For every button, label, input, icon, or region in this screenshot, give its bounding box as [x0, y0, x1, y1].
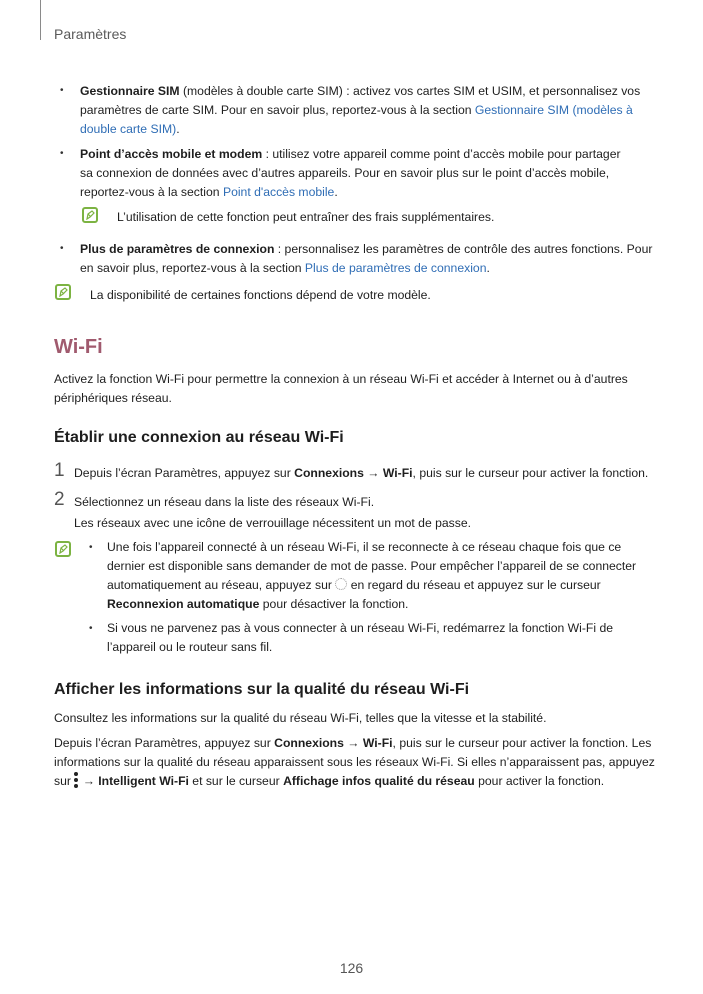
note-bullet-2-line-1: Si vous ne parvenez pas à vous connecter à un réseau Wi-Fi, redémarrez la fonction Wi-Fi de: [107, 621, 614, 635]
step-2-line-2: Les réseaux avec une icône de verrouillage nécessitent un mot de passe.: [74, 516, 472, 530]
bullet-sim-line-3: double carte SIM).: [80, 122, 180, 136]
bullet-dot: •: [60, 85, 64, 96]
note-icon: [55, 541, 71, 557]
subsection-title-connect: Établir une connexion au réseau Wi-Fi: [54, 429, 344, 446]
note-bullet-1-line-1: Une fois l’appareil connecté à un réseau Wi-Fi, il se reconnecte à ce réseau chaque fois que ce: [107, 540, 622, 554]
bullet-dot: •: [60, 148, 64, 159]
quality-para-2-line-2: informations sur la qualité du réseau apparaissent sous les réseaux Wi-Fi. Si elles n’apparaissent pas, appuyez: [54, 755, 655, 769]
link-gestionnaire-sim-cont[interactable]: double carte SIM): [80, 122, 177, 136]
wifi-intro-line-2: périphériques réseau.: [54, 391, 172, 405]
step-1-text: Depuis l’écran Paramètres, appuyez sur Connexions → Wi-Fi, puis sur le curseur pour activer la fonction.: [74, 466, 649, 480]
note-icon: [55, 284, 71, 300]
page-header-title: Paramètres: [54, 26, 127, 42]
section-title-wifi: Wi-Fi: [54, 336, 103, 358]
header-rule: [40, 0, 41, 40]
note-bullet-1-line-4: Reconnexion automatique pour désactiver la fonction.: [107, 597, 409, 611]
step-number: 2: [54, 489, 65, 510]
bullet-hotspot-line-1: Point d’accès mobile et modem : utilisez votre appareil comme point d’accès mobile pour partager: [80, 147, 621, 161]
quality-para-2-line-3: sur → Intelligent Wi-Fi et sur le curseur Affichage infos qualité du réseau pour activer la fonction.: [54, 774, 605, 788]
note-bullet-1-line-2: dernier est disponible sans demander de mot de passe. Pour empêcher l’appareil de se connecter: [107, 559, 637, 573]
gear-icon: [335, 578, 347, 590]
bullet-dot: •: [89, 623, 93, 634]
note-bullet-1-line-3: automatiquement au réseau, appuyez sur en regard du réseau et appuyez sur le curseur: [107, 578, 601, 592]
link-gestionnaire-sim[interactable]: Gestionnaire SIM (modèles à: [474, 103, 633, 117]
bullet-dot: •: [60, 243, 64, 254]
note-fees-text: L’utilisation de cette fonction peut entraîner des frais supplémentaires.: [117, 210, 495, 224]
bullet-dot: •: [89, 542, 93, 553]
bullet-hotspot-line-2: sa connexion de données avec d’autres appareils. Pour en savoir plus sur le point d’accès mobile,: [80, 166, 610, 180]
page-number: 126: [339, 960, 364, 976]
link-plus-parametres-connexion[interactable]: Plus de paramètres de connexion: [304, 261, 487, 275]
subsection-title-quality: Afficher les informations sur la qualité du réseau Wi-Fi: [54, 681, 470, 698]
link-point-acces-mobile[interactable]: Point d'accès mobile: [222, 185, 335, 199]
step-number: 1: [54, 460, 65, 481]
quality-para-1: Consultez les informations sur la qualité du réseau Wi-Fi, telles que la vitesse et la stabilité.: [54, 711, 547, 725]
note-availability-text: La disponibilité de certaines fonctions dépend de votre modèle.: [90, 288, 431, 302]
bullet-sim-line-2: paramètres de carte SIM. Pour en savoir plus, reportez-vous à la section Gestionnaire SIM (modèles à: [80, 103, 633, 117]
note-icon: [82, 207, 98, 223]
wifi-intro-line-1: Activez la fonction Wi-Fi pour permettre la connexion à un réseau Wi-Fi et accéder à Internet ou à d’autres: [54, 372, 628, 386]
bullet-more-line-1: Plus de paramètres de connexion : personnalisez les paramètres de contrôle des autres fonctions. Pour: [80, 242, 653, 256]
bullet-sim-line-1: Gestionnaire SIM (modèles à double carte SIM) : activez vos cartes SIM et USIM, et personnalisez vos: [80, 84, 641, 98]
note-bullet-2-line-2: l’appareil ou le routeur sans fil.: [107, 640, 273, 654]
bullet-more-line-2: en savoir plus, reportez-vous à la section Plus de paramètres de connexion.: [80, 261, 490, 275]
step-2-line-1: Sélectionnez un réseau dans la liste des réseaux Wi-Fi.: [74, 495, 375, 509]
quality-para-2-line-1: Depuis l’écran Paramètres, appuyez sur Connexions → Wi-Fi, puis sur le curseur pour activer la fonction. Les: [54, 736, 652, 750]
bullet-hotspot-line-3: reportez-vous à la section Point d'accès mobile.: [80, 185, 338, 199]
